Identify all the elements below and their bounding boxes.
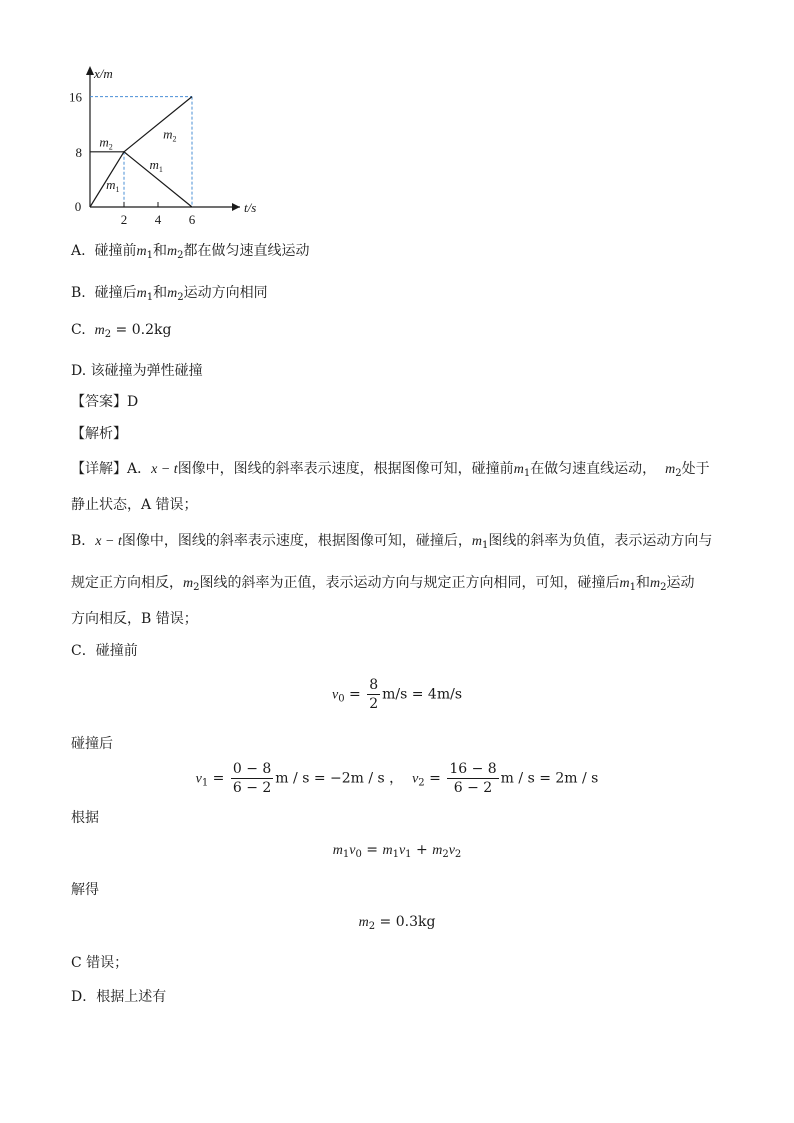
y-tick-label-8: 8: [75, 144, 82, 160]
option-d: D. 该碰撞为弹性碰撞: [71, 363, 203, 379]
v1-v2-equation: $v_1$ = $\frac{0 - 8}{6 - 2}$ m / s = −2m / s ， $v_2$ = $\frac{16 - 8}{6 - 2}$ m / s = 2m / s: [195, 761, 599, 796]
detail-b-line2: 规定正方向相反，$m_2$图线的斜率为正值，表示运动方向与规定正方向相同，可知，碰撞后$m_1$和$m_2$运动: [71, 575, 695, 593]
x-axis-arrow: [232, 203, 240, 211]
basis-label: 根据: [71, 810, 99, 826]
answer: 【答案】D: [71, 394, 139, 410]
c-wrong: C 错误；: [71, 955, 129, 971]
detail-b-line3: 方向相反，B 错误；: [71, 611, 198, 627]
y-axis-label: x/m: [94, 66, 113, 81]
y-axis-arrow: [86, 66, 94, 75]
analysis-tag: 【解析】: [71, 426, 127, 442]
momentum-equation: $m_1v_0 = m_1v_1 + m_2v_2$: [332, 842, 462, 860]
x-tick-label-4: 4: [154, 212, 162, 227]
detail-a-line2: 静止状态，A 错误；: [71, 497, 198, 513]
x-axis-label: t/s: [244, 200, 257, 215]
v0-equation: $v_0$ = $\frac{8}{2}$ m/s = 4m/s: [331, 677, 463, 712]
detail-d: D．根据上述有: [71, 989, 167, 1005]
option-b: B. 碰撞后$m_1$和$m_2$运动方向相同: [71, 285, 268, 303]
solve-label: 解得: [71, 882, 99, 898]
series-label-m2-0: $m_2$: [99, 134, 113, 152]
x-tick-label-6: 6: [188, 212, 196, 227]
option-a: A. 碰撞前$m_1$和$m_2$都在做匀速直线运动: [71, 243, 310, 261]
y-tick-label-16: 16: [69, 89, 82, 105]
detail-c-label: C．碰撞前: [71, 643, 138, 659]
x-tick-label-2: 2: [120, 212, 128, 227]
xt-graph: [0, 0, 794, 230]
option-c: C. $m_2 = 0.2kg$: [71, 322, 172, 340]
result-equation: $m_2 = 0.3kg$: [358, 914, 436, 932]
series-label-m1-0: $m_1$: [106, 177, 120, 195]
after-collision-label: 碰撞后: [71, 736, 113, 752]
series-label-m2-1: $m_2$: [163, 126, 177, 144]
detail-a-line1: 【详解】A．x − t图像中，图线的斜率表示速度，根据图像可知，碰撞前$m_1$在做匀速直线运动， $m_2$处于: [71, 461, 710, 479]
x-tick-label-0: 0: [74, 199, 82, 214]
detail-b-line1: B．x − t图像中，图线的斜率表示速度，根据图像可知，碰撞后，$m_1$图线的斜率为负值，表示运动方向与: [71, 533, 713, 551]
series-label-m1-1: $m_1$: [149, 157, 163, 175]
